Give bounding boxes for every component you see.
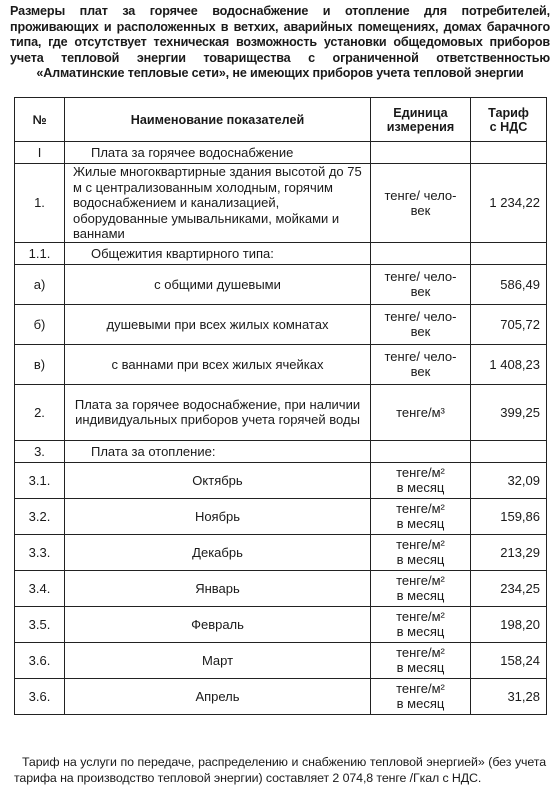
row-name: Плата за горячее водоснабжение	[65, 142, 371, 164]
row-number: 3.6.	[15, 642, 65, 678]
row-tariff: 159,86	[471, 498, 547, 534]
row-unit	[371, 534, 471, 570]
row-name: Общежития квартирного типа:	[65, 242, 371, 264]
row-unit	[371, 142, 471, 164]
row-unit-line2: век	[410, 202, 431, 218]
table-row	[15, 678, 547, 714]
row-tariff	[471, 242, 547, 264]
row-number: 3.1.	[15, 462, 65, 498]
row-unit-line2: в месяц	[396, 588, 445, 603]
row-unit	[371, 242, 471, 264]
row-name: с общими душевыми	[65, 264, 371, 304]
row-name: Плата за отопление:	[65, 440, 371, 462]
row-unit-line2: в месяц	[396, 552, 445, 567]
table-row	[15, 642, 547, 678]
table-row	[15, 344, 547, 384]
row-unit	[371, 264, 471, 304]
row-number: 3.4.	[15, 570, 65, 606]
row-unit-line2: век	[410, 284, 431, 299]
header-unit-line2: измерения	[386, 119, 455, 134]
table-row	[15, 242, 547, 264]
footer-note	[14, 755, 546, 786]
row-tariff: 31,28	[471, 678, 547, 714]
row-tariff: 158,24	[471, 642, 547, 678]
row-name: Плата за горячее водоснабжение, при наличии индивидуальных приборов учета горячей воды	[65, 384, 371, 440]
row-unit-line2: в месяц	[396, 696, 445, 711]
row-number: I	[15, 142, 65, 164]
row-number: 3.3.	[15, 534, 65, 570]
row-unit-line1: тенге/ чело-	[384, 349, 457, 364]
header-unit	[371, 98, 471, 142]
row-tariff: 32,09	[471, 462, 547, 498]
row-unit	[371, 344, 471, 384]
row-name: Октябрь	[65, 462, 371, 498]
row-tariff: 234,25	[471, 570, 547, 606]
footer-text: Тариф на услуги по передаче, распределению и снабжению тепловой энергией» (без учета тарифа на производство тепловой энергии) составляет 2 074,8 тенге /Гкал с НДС.	[14, 755, 546, 785]
row-unit-line1: тенге/м²	[396, 465, 445, 480]
table-row	[15, 498, 547, 534]
row-unit	[371, 678, 471, 714]
row-name: Ноябрь	[65, 498, 371, 534]
row-unit-line1: тенге/м²	[396, 573, 445, 588]
table-row	[15, 440, 547, 462]
row-name: Февраль	[65, 606, 371, 642]
row-name: с ваннами при всех жилых ячейках	[65, 344, 371, 384]
header-tariff	[471, 98, 547, 142]
table-header-row	[15, 98, 547, 142]
row-name: Апрель	[65, 678, 371, 714]
row-number: 2.	[15, 384, 65, 440]
row-tariff: 586,49	[471, 264, 547, 304]
row-unit: тенге/м³	[371, 384, 471, 440]
row-name: душевыми при всех жилых комнатах	[65, 304, 371, 344]
row-unit-line2: век	[410, 324, 431, 339]
row-tariff: 1 408,23	[471, 344, 547, 384]
row-unit	[371, 164, 471, 243]
row-unit-line2: в месяц	[396, 516, 445, 531]
row-unit-line1: тенге/ чело-	[384, 269, 457, 284]
document-heading: Размеры плат за горячее водоснабжение и отопление для потребителей, проживающих и расположенных в ветхих, аварийных помещениях, домах барачного типа, где отсутствует техническая возможность установки общедомовых приборов учета тепловой энергии товарищества с ограниченной ответственностью «Алматинские тепловые сети», не имеющих приборов учета тепловой энергии	[10, 4, 550, 81]
row-number: 1.1.	[15, 242, 65, 264]
table-row	[15, 606, 547, 642]
row-tariff: 1 234,22	[471, 164, 547, 243]
row-unit-line2: в месяц	[396, 660, 445, 675]
row-name: Январь	[65, 570, 371, 606]
row-unit	[371, 440, 471, 462]
header-number: №	[15, 98, 65, 142]
row-number: 3.5.	[15, 606, 65, 642]
row-number: 3.	[15, 440, 65, 462]
row-unit	[371, 570, 471, 606]
table-row	[15, 142, 547, 164]
row-unit-line1: тенге/м²	[396, 681, 445, 696]
row-unit-line1: тенге/м²	[396, 501, 445, 516]
row-tariff: 213,29	[471, 534, 547, 570]
row-unit	[371, 462, 471, 498]
table-row	[15, 264, 547, 304]
table-row	[15, 534, 547, 570]
header-indicator-name: Наименование показателей	[65, 98, 371, 142]
row-unit-line2: в месяц	[396, 480, 445, 495]
row-number: 3.6.	[15, 678, 65, 714]
header-unit-line1: Единица	[393, 105, 448, 120]
row-tariff: 399,25	[471, 384, 547, 440]
row-number: а)	[15, 264, 65, 304]
row-unit-line1: тенге/ чело-	[384, 309, 457, 324]
row-number: 3.2.	[15, 498, 65, 534]
row-unit	[371, 304, 471, 344]
row-unit	[371, 606, 471, 642]
row-number: 1.	[15, 164, 65, 243]
table-row	[15, 570, 547, 606]
row-unit-line1: тенге/ чело-	[384, 187, 457, 203]
row-unit-line2: век	[410, 364, 431, 379]
row-tariff: 198,20	[471, 606, 547, 642]
row-tariff: 705,72	[471, 304, 547, 344]
row-name: Жилые многоквартирные здания высотой до 75 м с централизованным холодным, горячим водоснабжением и канализацией, оборудованные умывальниками, мойками и ваннами	[65, 164, 371, 243]
row-unit	[371, 642, 471, 678]
table-row	[15, 304, 547, 344]
tariff-table	[14, 97, 547, 715]
row-tariff	[471, 142, 547, 164]
header-tariff-line2: с НДС	[489, 119, 528, 134]
row-name: Март	[65, 642, 371, 678]
row-unit-line1: тенге/м²	[396, 609, 445, 624]
row-number: в)	[15, 344, 65, 384]
table-row	[15, 384, 547, 440]
header-tariff-line1: Тариф	[488, 105, 529, 120]
row-number: б)	[15, 304, 65, 344]
row-unit-line1: тенге/м²	[396, 537, 445, 552]
row-name: Декабрь	[65, 534, 371, 570]
row-unit-line2: в месяц	[396, 624, 445, 639]
row-unit	[371, 498, 471, 534]
row-tariff	[471, 440, 547, 462]
row-unit-line1: тенге/м²	[396, 645, 445, 660]
table-row	[15, 462, 547, 498]
table-row	[15, 164, 547, 243]
